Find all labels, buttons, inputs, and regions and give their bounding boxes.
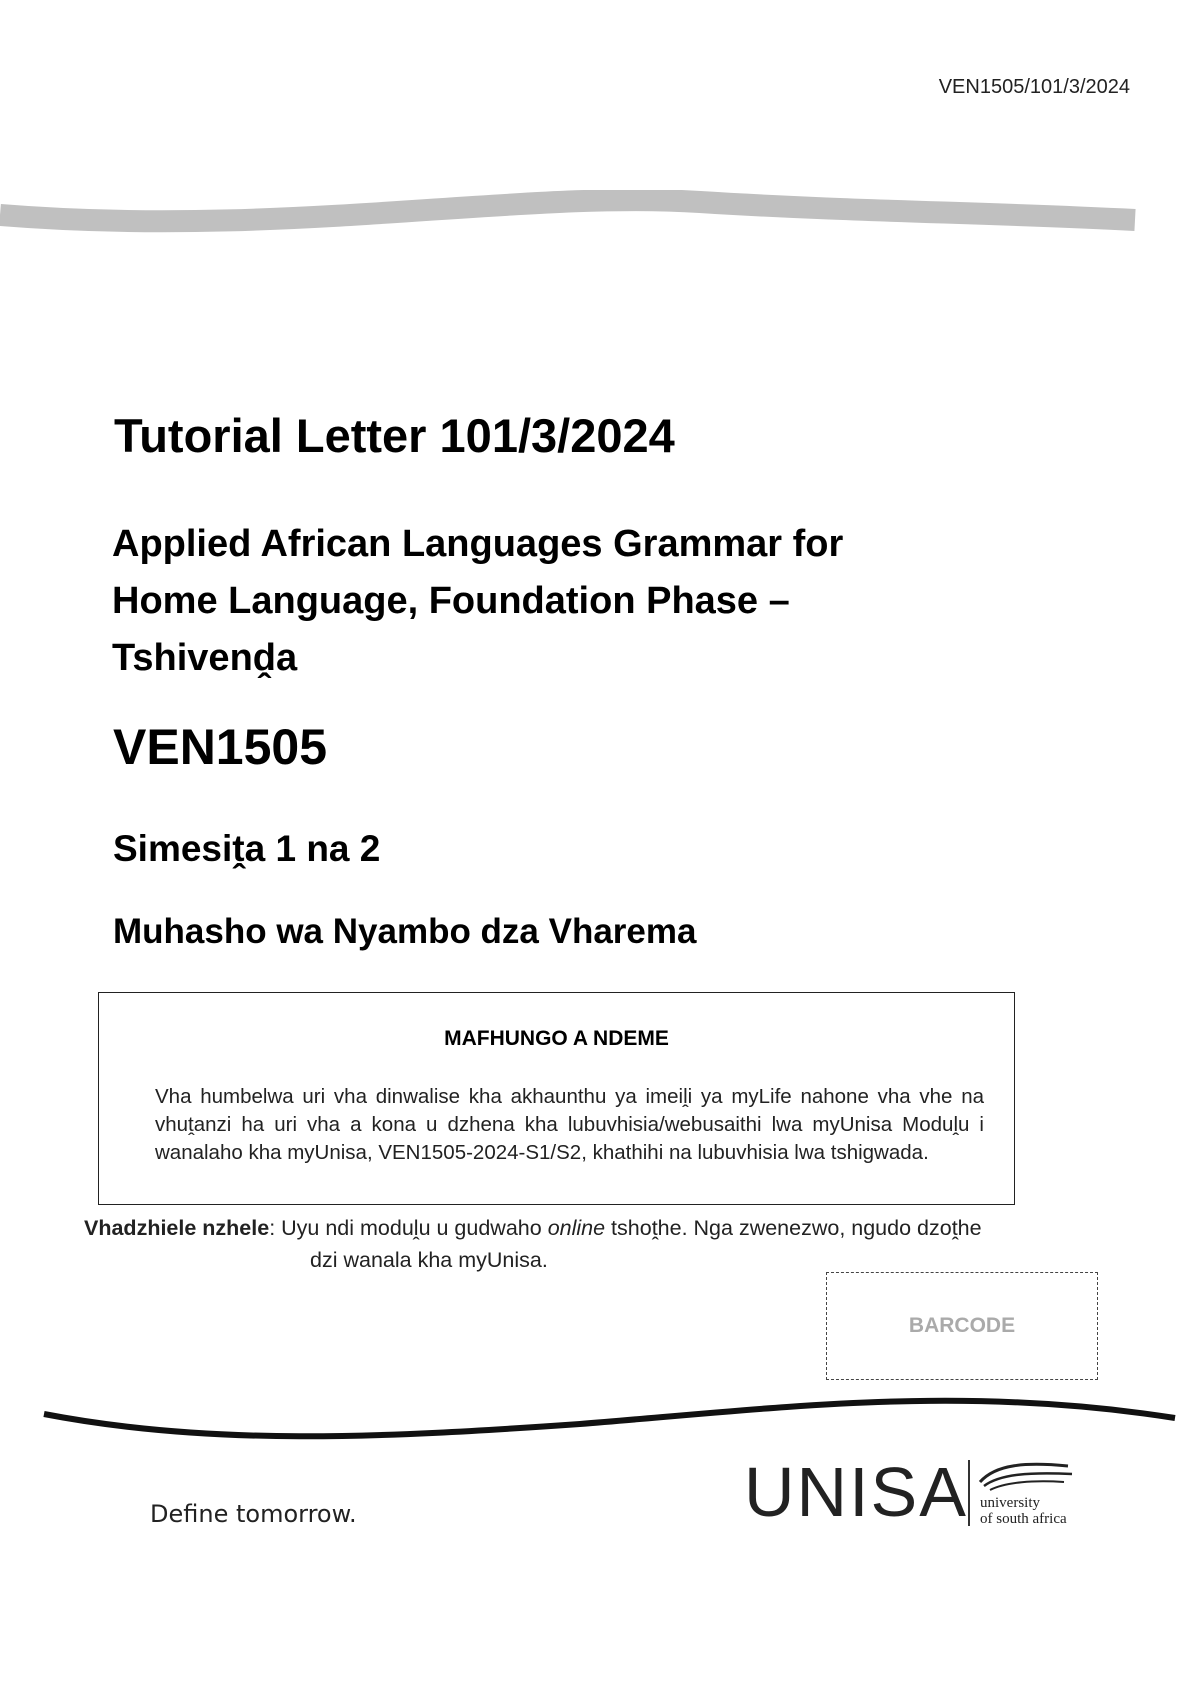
top-wave-decoration [0,190,1200,260]
note-text-part1: Uyu ndi moduḽu u gudwaho [281,1216,548,1240]
important-notice-box [98,992,1015,1205]
document-code: VEN1505/101/3/2024 [938,76,1130,98]
note-paragraph [84,1212,1129,1276]
note-text-line2: dzi wanala kha myUnisa. [310,1248,548,1272]
module-name-line1: Applied African Languages Grammar for [112,523,844,565]
department-name: Muhasho wa Nyambo dza Vharema [113,912,697,951]
logo-wordmark: UNISA [744,1453,968,1531]
logo-sub-line2: of south africa [980,1511,1067,1527]
note-label: Vhadzhiele nzhele [84,1216,270,1240]
logo-subtext [980,1495,1067,1527]
note-colon: : [269,1216,282,1240]
page-title: Tutorial Letter 101/3/2024 [114,409,675,462]
barcode-label: BARCODE [908,1314,1016,1337]
logo-divider [968,1460,970,1526]
module-code: VEN1505 [113,719,328,775]
notice-heading: MAFHUNGO A NDEME [444,1027,669,1050]
module-name [112,516,1012,687]
bottom-wave-decoration [0,1376,1200,1456]
module-name-line3: Tshivenḓa [112,637,298,679]
unisa-logo [744,1452,1084,1532]
semester-label: Simesiṱa 1 na 2 [113,828,381,869]
barcode-placeholder [826,1272,1098,1380]
tagline: Define tomorrow. [150,1500,357,1528]
logo-sub-line1: university [980,1495,1040,1511]
note-online-word: online [547,1216,606,1240]
note-text-part2: tshoṱhe. Nga zwenezwo, ngudo dzoṱhe [605,1216,982,1240]
module-name-line2: Home Language, Foundation Phase – [112,580,790,622]
notice-text: Vha humbelwa uri vha dinwalise kha akhaunthu ya imeiḽi ya myLife nahone vha vhe na vhuṱanzi ha uri vha a kona u dzhena kha lubuvhisia/webusaithi lwa myUnisa Moduḽu i wanalaho kha myUnisa, VEN1505-2024-S1/S2, khathihi na lubuvhisia lwa tshigwada. [155,1085,984,1164]
logo-emblem-icon [976,1456,1076,1496]
